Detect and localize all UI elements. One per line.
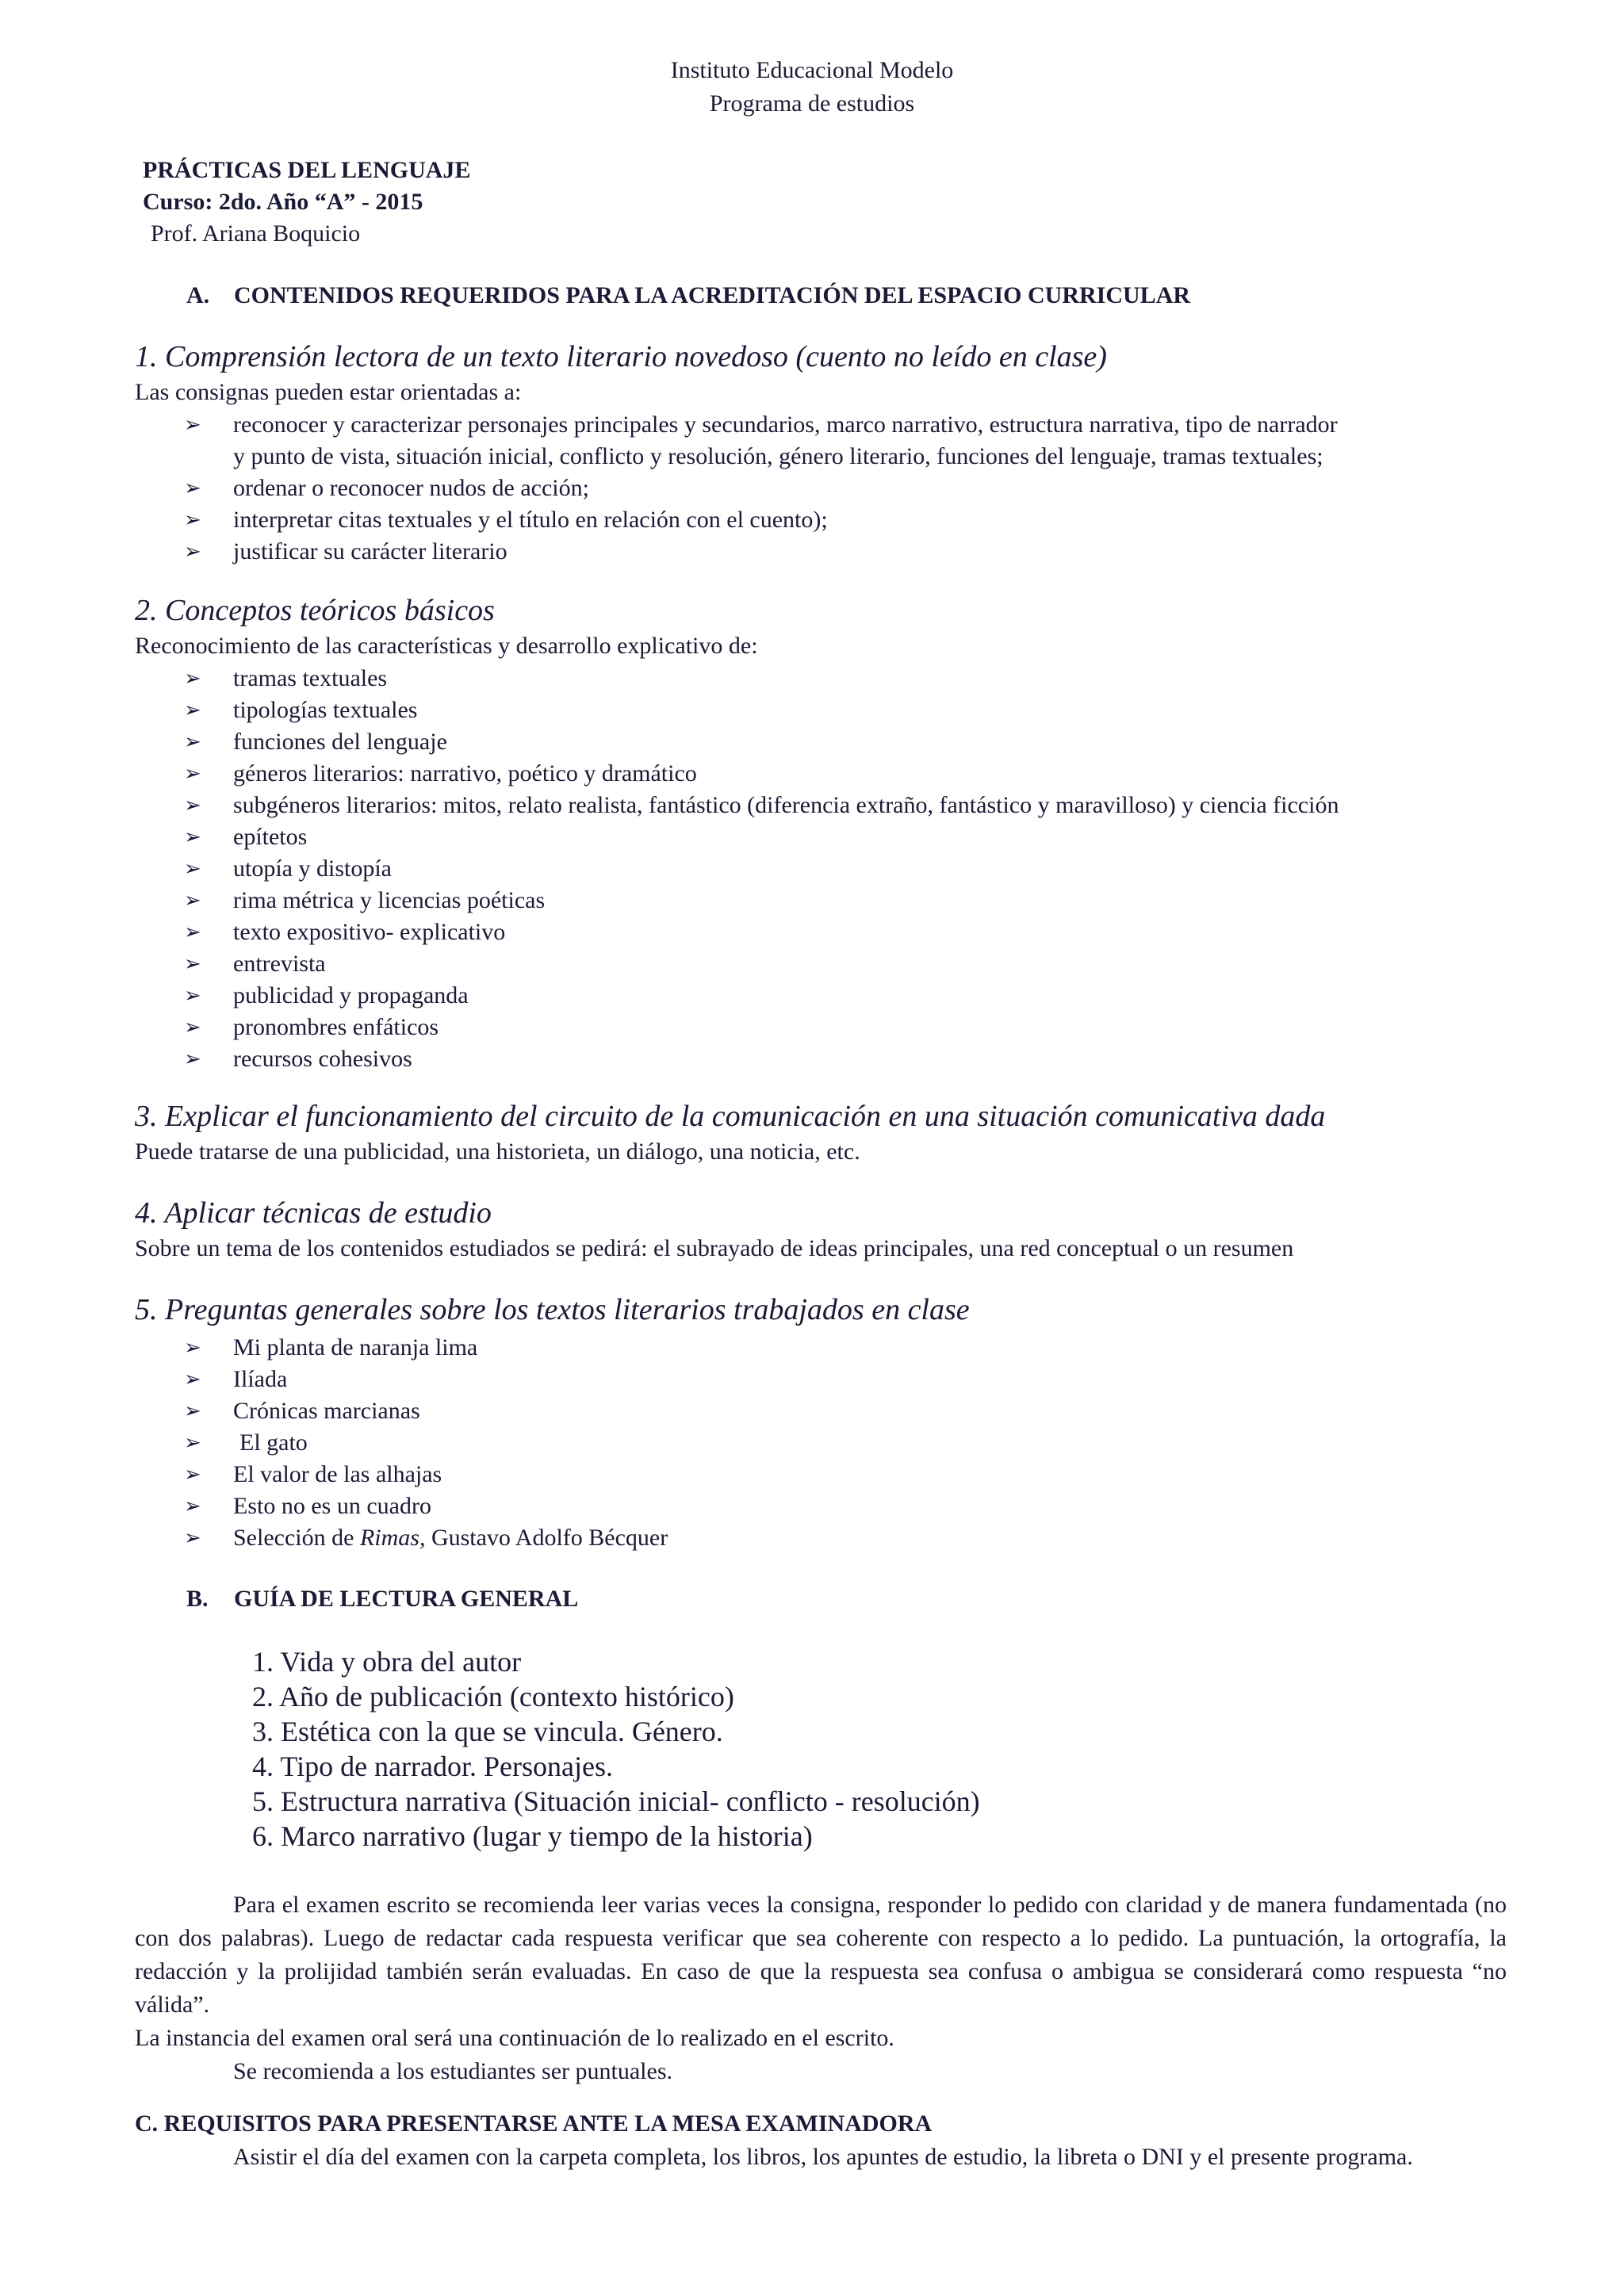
section-c-body	[135, 2141, 1507, 2174]
list-item: 1. Vida y obra del autor	[252, 1646, 522, 1678]
arrow-bullet-icon: ➢	[184, 667, 201, 690]
section-a-heading	[186, 282, 1190, 309]
arrow-bullet-icon: ➢	[184, 762, 201, 785]
arrow-bullet-icon: ➢	[184, 1463, 201, 1486]
section-b-letter: B.	[186, 1586, 209, 1612]
arrow-bullet-icon: ➢	[184, 1431, 201, 1454]
list-item: ➢ funciones del lenguaje	[182, 726, 1339, 758]
list-item: ➢ rima métrica y licencias poéticas	[182, 885, 1339, 916]
item3-text: Puede tratarse de una publicidad, una historieta, un diálogo, una noticia, etc.	[135, 1138, 860, 1165]
list-item: ➢ Ilíada	[182, 1364, 668, 1395]
item5-heading: 5. Preguntas generales sobre los textos literarios trabajados en clase	[135, 1293, 970, 1326]
section-c-heading: C. REQUISITOS PARA PRESENTARSE ANTE LA MESA EXAMINADORA	[135, 2110, 933, 2137]
list-item: ➢ tipologías textuales	[182, 695, 1339, 726]
list-item: 4. Tipo de narrador. Personajes.	[252, 1751, 613, 1782]
arrow-bullet-icon: ➢	[184, 1494, 201, 1517]
list-item: ➢ Mi planta de naranja lima	[182, 1332, 668, 1364]
list-item-continuation: y punto de vista, situación inicial, conflicto y resolución, género literario, funciones del lenguaje, tramas textuales;	[233, 443, 1323, 469]
list-item: ➢ géneros literarios: narrativo, poético y dramático	[182, 758, 1339, 790]
arrow-bullet-icon: ➢	[184, 920, 201, 943]
subject-title: PRÁCTICAS DEL LENGUAJE	[143, 157, 471, 183]
list-item: ➢ El gato	[182, 1427, 668, 1459]
list-item: ➢ subgéneros literarios: mitos, relato realista, fantástico (diferencia extraño, fantástico y maravilloso) y ciencia ficción	[182, 790, 1339, 821]
list-item: ➢ El valor de las alhajas	[182, 1459, 668, 1490]
section-c-text: Asistir el día del examen con la carpeta completa, los libros, los apuntes de estudio, la libreta o DNI y el presente programa.	[233, 2144, 1413, 2170]
item1-intro: Las consignas pueden estar orientadas a:	[135, 379, 522, 405]
list-item: ➢ pronombres enfáticos	[182, 1012, 1339, 1043]
item1-bullet-list	[182, 409, 1338, 568]
arrow-bullet-icon: ➢	[184, 889, 201, 912]
section-b-heading	[186, 1586, 578, 1613]
list-item: ➢ Esto no es un cuadro	[182, 1490, 668, 1522]
item4-text: Sobre un tema de los contenidos estudiados se pedirá: el subrayado de ideas principales, una red conceptual o un resumen	[135, 1235, 1294, 1261]
list-item: ➢ interpretar citas textuales y el título en relación con el cuento);	[182, 504, 1338, 536]
exam-instructions	[135, 1888, 1507, 2088]
teacher-name: Prof. Ariana Boquicio	[151, 220, 361, 247]
item1-heading: 1. Comprensión lectora de un texto literario novedoso (cuento no leído en clase)	[135, 340, 1107, 373]
list-item: ➢ publicidad y propaganda	[182, 980, 1339, 1012]
arrow-bullet-icon: ➢	[184, 794, 201, 817]
list-item: 2. Año de publicación (contexto histórico)	[252, 1681, 734, 1712]
list-item: ➢ Crónicas marcianas	[182, 1395, 668, 1427]
item2-heading: 2. Conceptos teóricos básicos	[135, 594, 495, 627]
section-a-letter: A.	[186, 282, 210, 308]
list-item: 6. Marco narrativo (lugar y tiempo de la historia)	[252, 1820, 813, 1852]
course-line: Curso: 2do. Año “A” - 2015	[143, 189, 423, 215]
arrow-bullet-icon: ➢	[184, 540, 201, 563]
list-item: 3. Estética con la que se vincula. Género.	[252, 1716, 723, 1747]
arrow-bullet-icon: ➢	[184, 825, 201, 848]
arrow-bullet-icon: ➢	[184, 1368, 201, 1391]
arrow-bullet-icon: ➢	[184, 698, 201, 721]
program-title: Programa de estudios	[709, 90, 915, 117]
reading-guide-list	[252, 1644, 980, 1854]
arrow-bullet-icon: ➢	[184, 476, 201, 499]
item3-heading: 3. Explicar el funcionamiento del circuito de la comunicación en una situación comunicativa dada	[135, 1100, 1326, 1133]
list-item: ➢ reconocer y caracterizar personajes principales y secundarios, marco narrativo, estructura narrativa, tipo de narrador	[182, 409, 1338, 441]
exam-paragraph: Para el examen escrito se recomienda leer varias veces la consigna, responder lo pedido con claridad y de manera fundamentada (no con dos palabras). Luego de redactar cada respuesta verificar que sea coherente con respecto a lo pedido. La puntuación, la ortografía, la redacción y la prolijidad también serán evaluadas. En caso de que la respuesta sea confusa o ambigua se considerará como respuesta “no válida”.	[135, 1892, 1507, 2018]
list-item: ➢ justificar su carácter literario	[182, 536, 1338, 568]
arrow-bullet-icon: ➢	[184, 1336, 201, 1359]
institution-name: Instituto Educacional Modelo	[670, 57, 954, 83]
list-item: ➢ utopía y distopía	[182, 853, 1339, 885]
arrow-bullet-icon: ➢	[184, 1016, 201, 1039]
exam-paragraph: Se recomienda a los estudiantes ser puntuales.	[233, 2058, 673, 2084]
arrow-bullet-icon: ➢	[184, 952, 201, 975]
arrow-bullet-icon: ➢	[184, 857, 201, 880]
arrow-bullet-icon: ➢	[184, 1399, 201, 1422]
section-a-title: CONTENIDOS REQUERIDOS PARA LA ACREDITACIÓN DEL ESPACIO CURRICULAR	[234, 282, 1191, 308]
arrow-bullet-icon: ➢	[184, 1526, 201, 1549]
list-item: 5. Estructura narrativa (Situación inicial- conflicto - resolución)	[252, 1785, 980, 1817]
list-item: ➢ Selección de Rimas, Gustavo Adolfo Bécquer	[182, 1522, 668, 1554]
arrow-bullet-icon: ➢	[184, 984, 201, 1007]
arrow-bullet-icon: ➢	[184, 413, 201, 436]
section-b-title: GUÍA DE LECTURA GENERAL	[234, 1586, 579, 1612]
arrow-bullet-icon: ➢	[184, 730, 201, 753]
item4-heading: 4. Aplicar técnicas de estudio	[135, 1196, 492, 1230]
list-item: ➢ texto expositivo- explicativo	[182, 916, 1339, 948]
arrow-bullet-icon: ➢	[184, 508, 201, 531]
arrow-bullet-icon: ➢	[184, 1047, 201, 1070]
list-item: ➢ entrevista	[182, 948, 1339, 980]
list-item: ➢ tramas textuales	[182, 663, 1339, 695]
exam-paragraph: La instancia del examen oral será una continuación de lo realizado en el escrito.	[135, 2025, 894, 2051]
list-item: ➢ recursos cohesivos	[182, 1043, 1339, 1075]
item5-bullet-list	[182, 1332, 668, 1554]
item2-bullet-list	[182, 663, 1339, 1075]
item2-intro: Reconocimiento de las características y desarrollo explicativo de:	[135, 633, 758, 659]
list-item: ➢ epítetos	[182, 821, 1339, 853]
list-item: ➢ ordenar o reconocer nudos de acción;	[182, 473, 1338, 504]
